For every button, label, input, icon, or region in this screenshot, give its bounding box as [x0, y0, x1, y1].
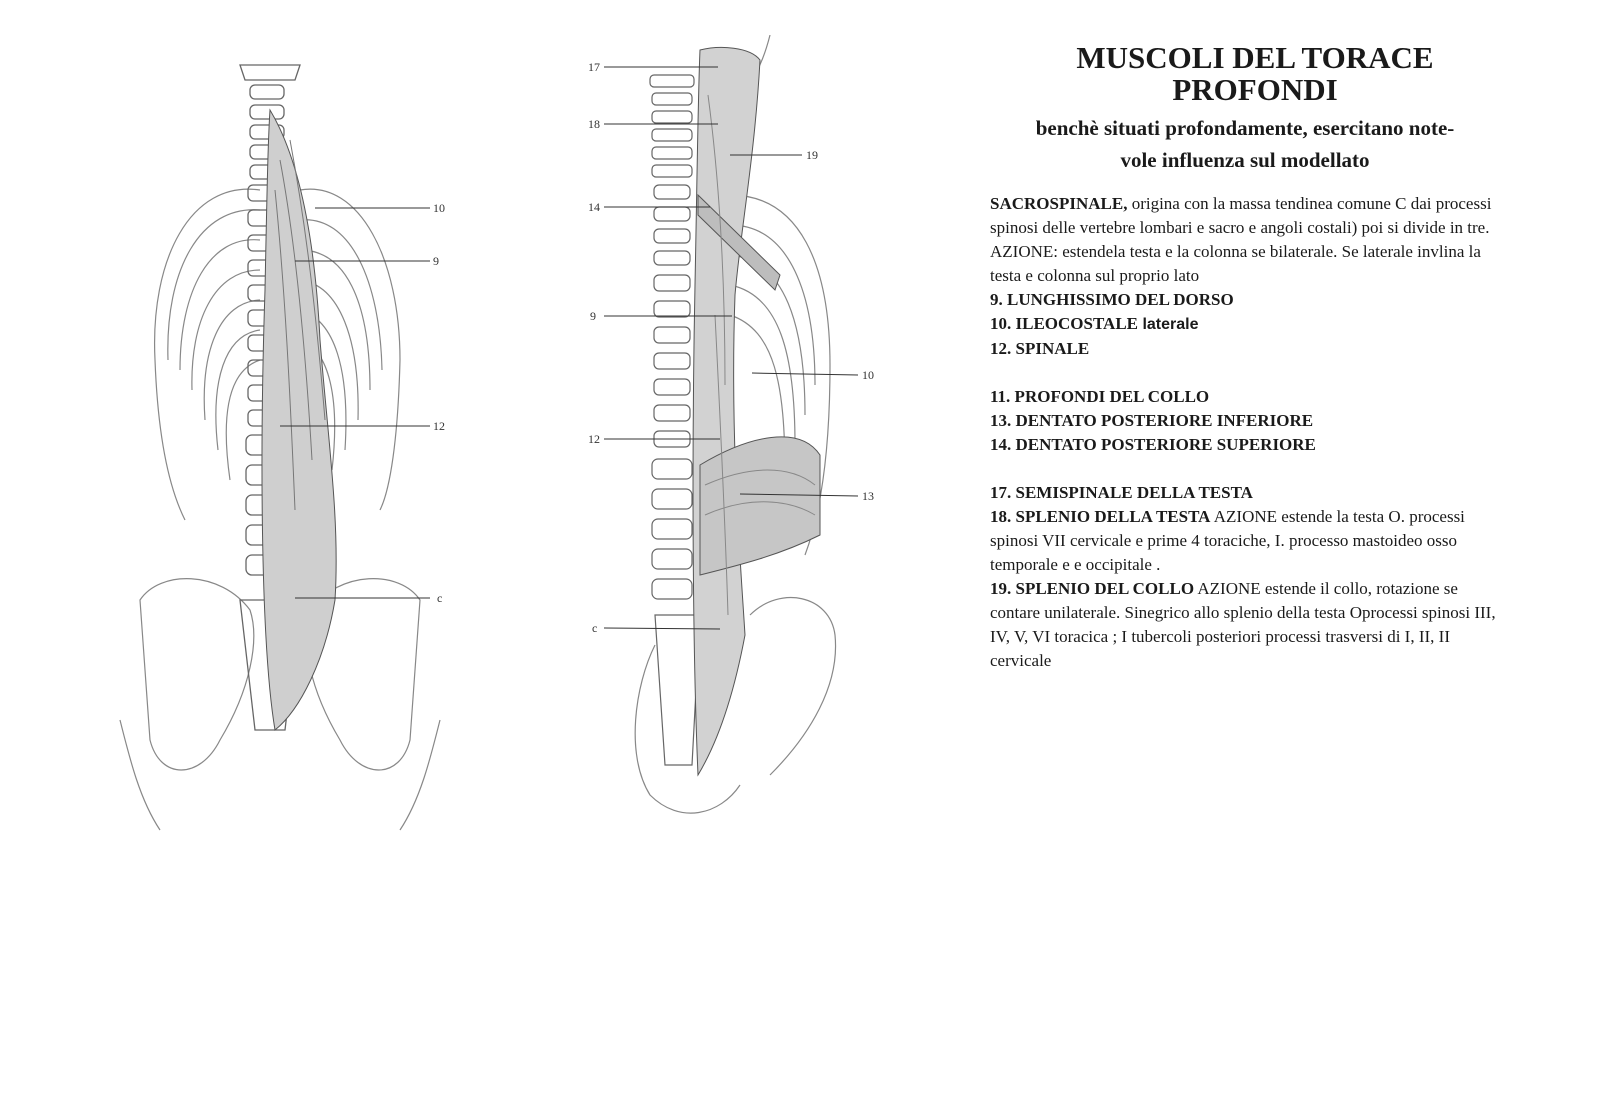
muscle-item-19: 19. SPLENIO DEL COLLO AZIONE estende il collo, rotazione se contare unilaterale. Sinegrico allo splenio della testa Oprocessi spinosi III, IV, V, VI toracica ; I tubercoli posteriori processi trasversi di I, II, II cervicale	[990, 579, 1496, 670]
muscle-item-14: 14. DENTATO POSTERIORE SUPERIORE	[990, 435, 1316, 454]
label-c: c	[592, 621, 598, 635]
label-10: 10	[433, 201, 445, 215]
spacer	[990, 361, 1500, 385]
title-line-1: MUSCOLI DEL TORACE	[1076, 40, 1434, 75]
label-19: 19	[806, 148, 818, 162]
label-18: 18	[588, 117, 600, 131]
label-10: 10	[862, 368, 874, 382]
label-c: c	[437, 591, 443, 605]
muscle-item-12: 12. SPINALE	[990, 339, 1090, 358]
back-muscles-drawing	[100, 40, 480, 860]
title-line-2: PROFONDI	[1172, 72, 1338, 107]
muscle-item-18: 18. SPLENIO DELLA TESTA AZIONE estende la testa O. processi spinosi VII cervicale e prime 4 toraciche, I. processo mastoideo osso temporale e e occipitale .	[990, 507, 1465, 574]
muscle-item-11: 11. PROFONDI DEL COLLO	[990, 387, 1210, 406]
lateral-back-illustration	[580, 35, 900, 825]
label-9: 9	[433, 254, 439, 268]
page-subtitle	[990, 112, 1500, 176]
sacrospinale-text: origina con la massa tendinea comune C dai processi spinosi delle vertebre lombari e sacro e angoli costali) poi si divide in tre. AZIONE: estendela testa e la colonna se bilaterale. Se laterale invlina la testa e colonna sul proprio lato	[990, 194, 1492, 285]
label-9: 9	[590, 309, 596, 323]
subtitle-line-1: benchè situati profondamente, esercitano note-	[1035, 116, 1455, 140]
neck-and-back-muscles-drawing	[580, 35, 900, 825]
muscle-item-9: 9. LUNGHISSIMO DEL DORSO	[990, 290, 1234, 309]
label-14: 14	[588, 200, 600, 214]
subtitle-line-2: vole influenza sul modellato	[1120, 148, 1370, 172]
posterior-back-illustration	[100, 40, 480, 860]
page-title	[990, 42, 1500, 106]
description-panel	[990, 42, 1500, 673]
muscle-item-13: 13. DENTATO POSTERIORE INFERIORE	[990, 411, 1314, 430]
description-body	[990, 192, 1500, 673]
label-13: 13	[862, 489, 874, 503]
label-17: 17	[588, 60, 600, 74]
sacrospinale-heading: SACROSPINALE,	[990, 194, 1128, 213]
muscle-item-17: 17. SEMISPINALE DELLA TESTA	[990, 483, 1253, 502]
label-12: 12	[588, 432, 600, 446]
spacer	[990, 457, 1500, 481]
muscle-item-10: 10. ILEOCOSTALE laterale	[990, 314, 1199, 333]
sacrospinale-paragraph	[990, 192, 1500, 288]
label-12: 12	[433, 419, 445, 433]
